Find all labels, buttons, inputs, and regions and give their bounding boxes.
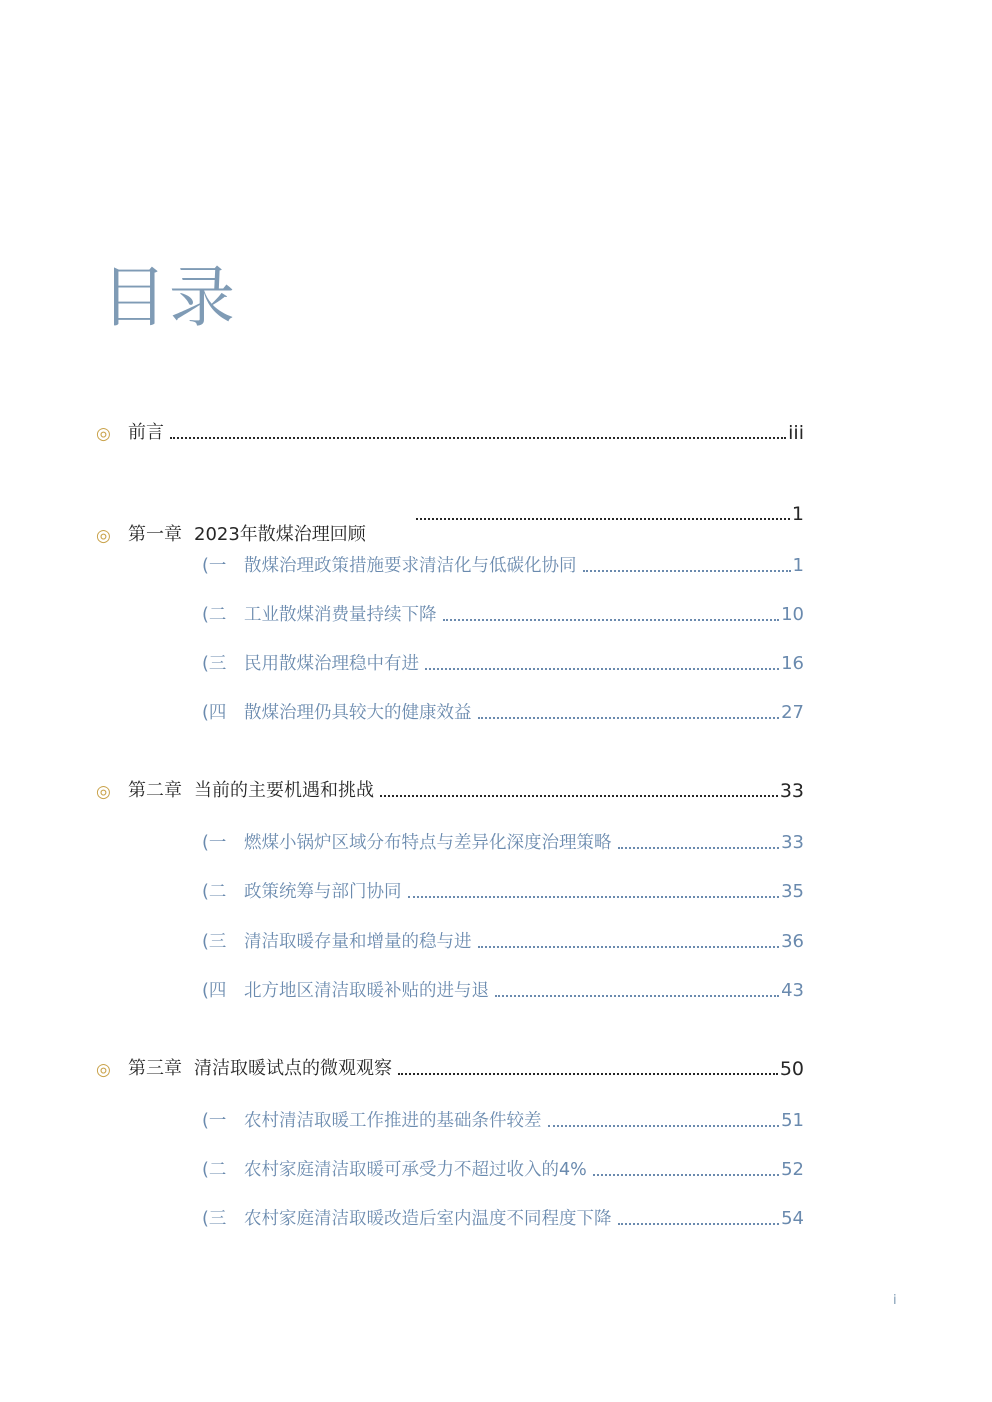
dot-leader [398,1073,778,1075]
toc-section-1-4[interactable] [96,699,804,725]
toc-section-title: 散煤治理仍具较大的健康效益 [244,703,472,723]
toc-section-2-1[interactable] [96,829,804,855]
toc-chapter-3[interactable] [96,1055,804,1081]
toc-section-1-3[interactable] [96,650,804,676]
dot-leader [583,570,791,572]
toc-section-num: (三 [202,1209,227,1229]
dot-leader [425,668,779,670]
toc-preface-page: iii [788,422,804,444]
dot-leader [618,847,780,849]
double-circle-icon: ◎ [96,782,111,802]
toc-preface-title: 前言 [128,422,164,443]
dot-leader [618,1223,780,1225]
toc-section-num: (一 [202,556,227,576]
page-title: 目录 [101,259,237,336]
toc-section-num: (一 [202,1111,227,1131]
toc-section-num: (三 [202,654,227,674]
toc-chapter-3-title: 清洁取暖试点的微观观察 [194,1058,392,1079]
toc-section-page: 10 [781,604,804,625]
toc-section-num: (四 [202,981,227,1001]
dot-leader [408,896,780,898]
toc-section-page: 35 [781,881,804,902]
toc-chapter-2-title: 当前的主要机遇和挑战 [194,780,374,801]
toc-section-page: 27 [781,702,804,723]
toc-section-3-2[interactable] [96,1156,804,1182]
toc-chapter-2-label: 第二章 [128,780,182,801]
toc-chapter-2-page: 33 [779,780,804,802]
toc-section-2-2[interactable] [96,878,804,904]
toc-chapter-1-label: 第一章 [128,524,182,545]
dot-leader [478,946,780,948]
toc-section-page: 51 [781,1110,804,1131]
toc-section-title: 燃煤小锅炉区域分布特点与差异化深度治理策略 [244,833,612,853]
toc-section-1-1[interactable] [96,552,804,578]
dot-leader [416,518,790,520]
toc-section-num: (二 [202,882,227,902]
dot-leader [443,619,780,621]
toc-section-3-1[interactable] [96,1107,804,1133]
toc-chapter-2[interactable] [96,777,804,803]
toc-chapter-3-label: 第三章 [128,1058,182,1079]
toc-section-title: 北方地区清洁取暖补贴的进与退 [244,981,489,1001]
page-number: i [893,1293,897,1308]
toc-section-title: 农村家庭清洁取暖改造后室内温度不同程度下降 [244,1209,612,1229]
dot-leader [380,795,778,797]
toc-section-title: 工业散煤消费量持续下降 [244,605,437,625]
toc-section-num: (二 [202,1160,227,1180]
toc-section-num: (一 [202,833,227,853]
dot-leader [478,717,780,719]
dot-leader [170,437,786,439]
double-circle-icon: ◎ [96,1060,111,1080]
toc-section-1-2[interactable] [96,601,804,627]
dot-leader [495,995,779,997]
toc-section-num: (四 [202,703,227,723]
toc-section-page: 1 [792,555,804,576]
toc-chapter-1-title: 2023年散煤治理回顾 [194,524,366,545]
toc-section-page: 43 [781,980,804,1001]
toc-section-page: 52 [781,1159,804,1180]
toc-section-title: 民用散煤治理稳中有进 [244,654,419,674]
toc-section-2-3[interactable] [96,928,804,954]
toc-chapter-1[interactable] [96,521,426,547]
toc-section-title: 政策统筹与部门协同 [244,882,402,902]
toc-preface[interactable] [96,419,804,445]
toc-section-num: (三 [202,932,227,952]
double-circle-icon: ◎ [96,526,111,546]
double-circle-icon: ◎ [96,424,111,444]
toc-chapter-1-leader-line [416,500,804,526]
toc-section-title: 农村家庭清洁取暖可承受力不超过收入的4% [244,1160,587,1180]
toc-section-page: 54 [781,1208,804,1229]
toc-chapter-1-page: 1 [791,503,804,525]
toc-section-3-3[interactable] [96,1205,804,1231]
toc-section-page: 16 [781,653,804,674]
toc-section-2-4[interactable] [96,977,804,1003]
toc-section-title: 清洁取暖存量和增量的稳与进 [244,932,472,952]
toc-chapter-3-page: 50 [779,1058,804,1080]
dot-leader [548,1125,780,1127]
dot-leader [593,1174,779,1176]
toc-section-num: (二 [202,605,227,625]
toc-section-page: 33 [781,832,804,853]
toc-section-title: 散煤治理政策措施要求清洁化与低碳化协同 [244,556,577,576]
toc-section-title: 农村清洁取暖工作推进的基础条件较差 [244,1111,542,1131]
toc-section-page: 36 [781,931,804,952]
